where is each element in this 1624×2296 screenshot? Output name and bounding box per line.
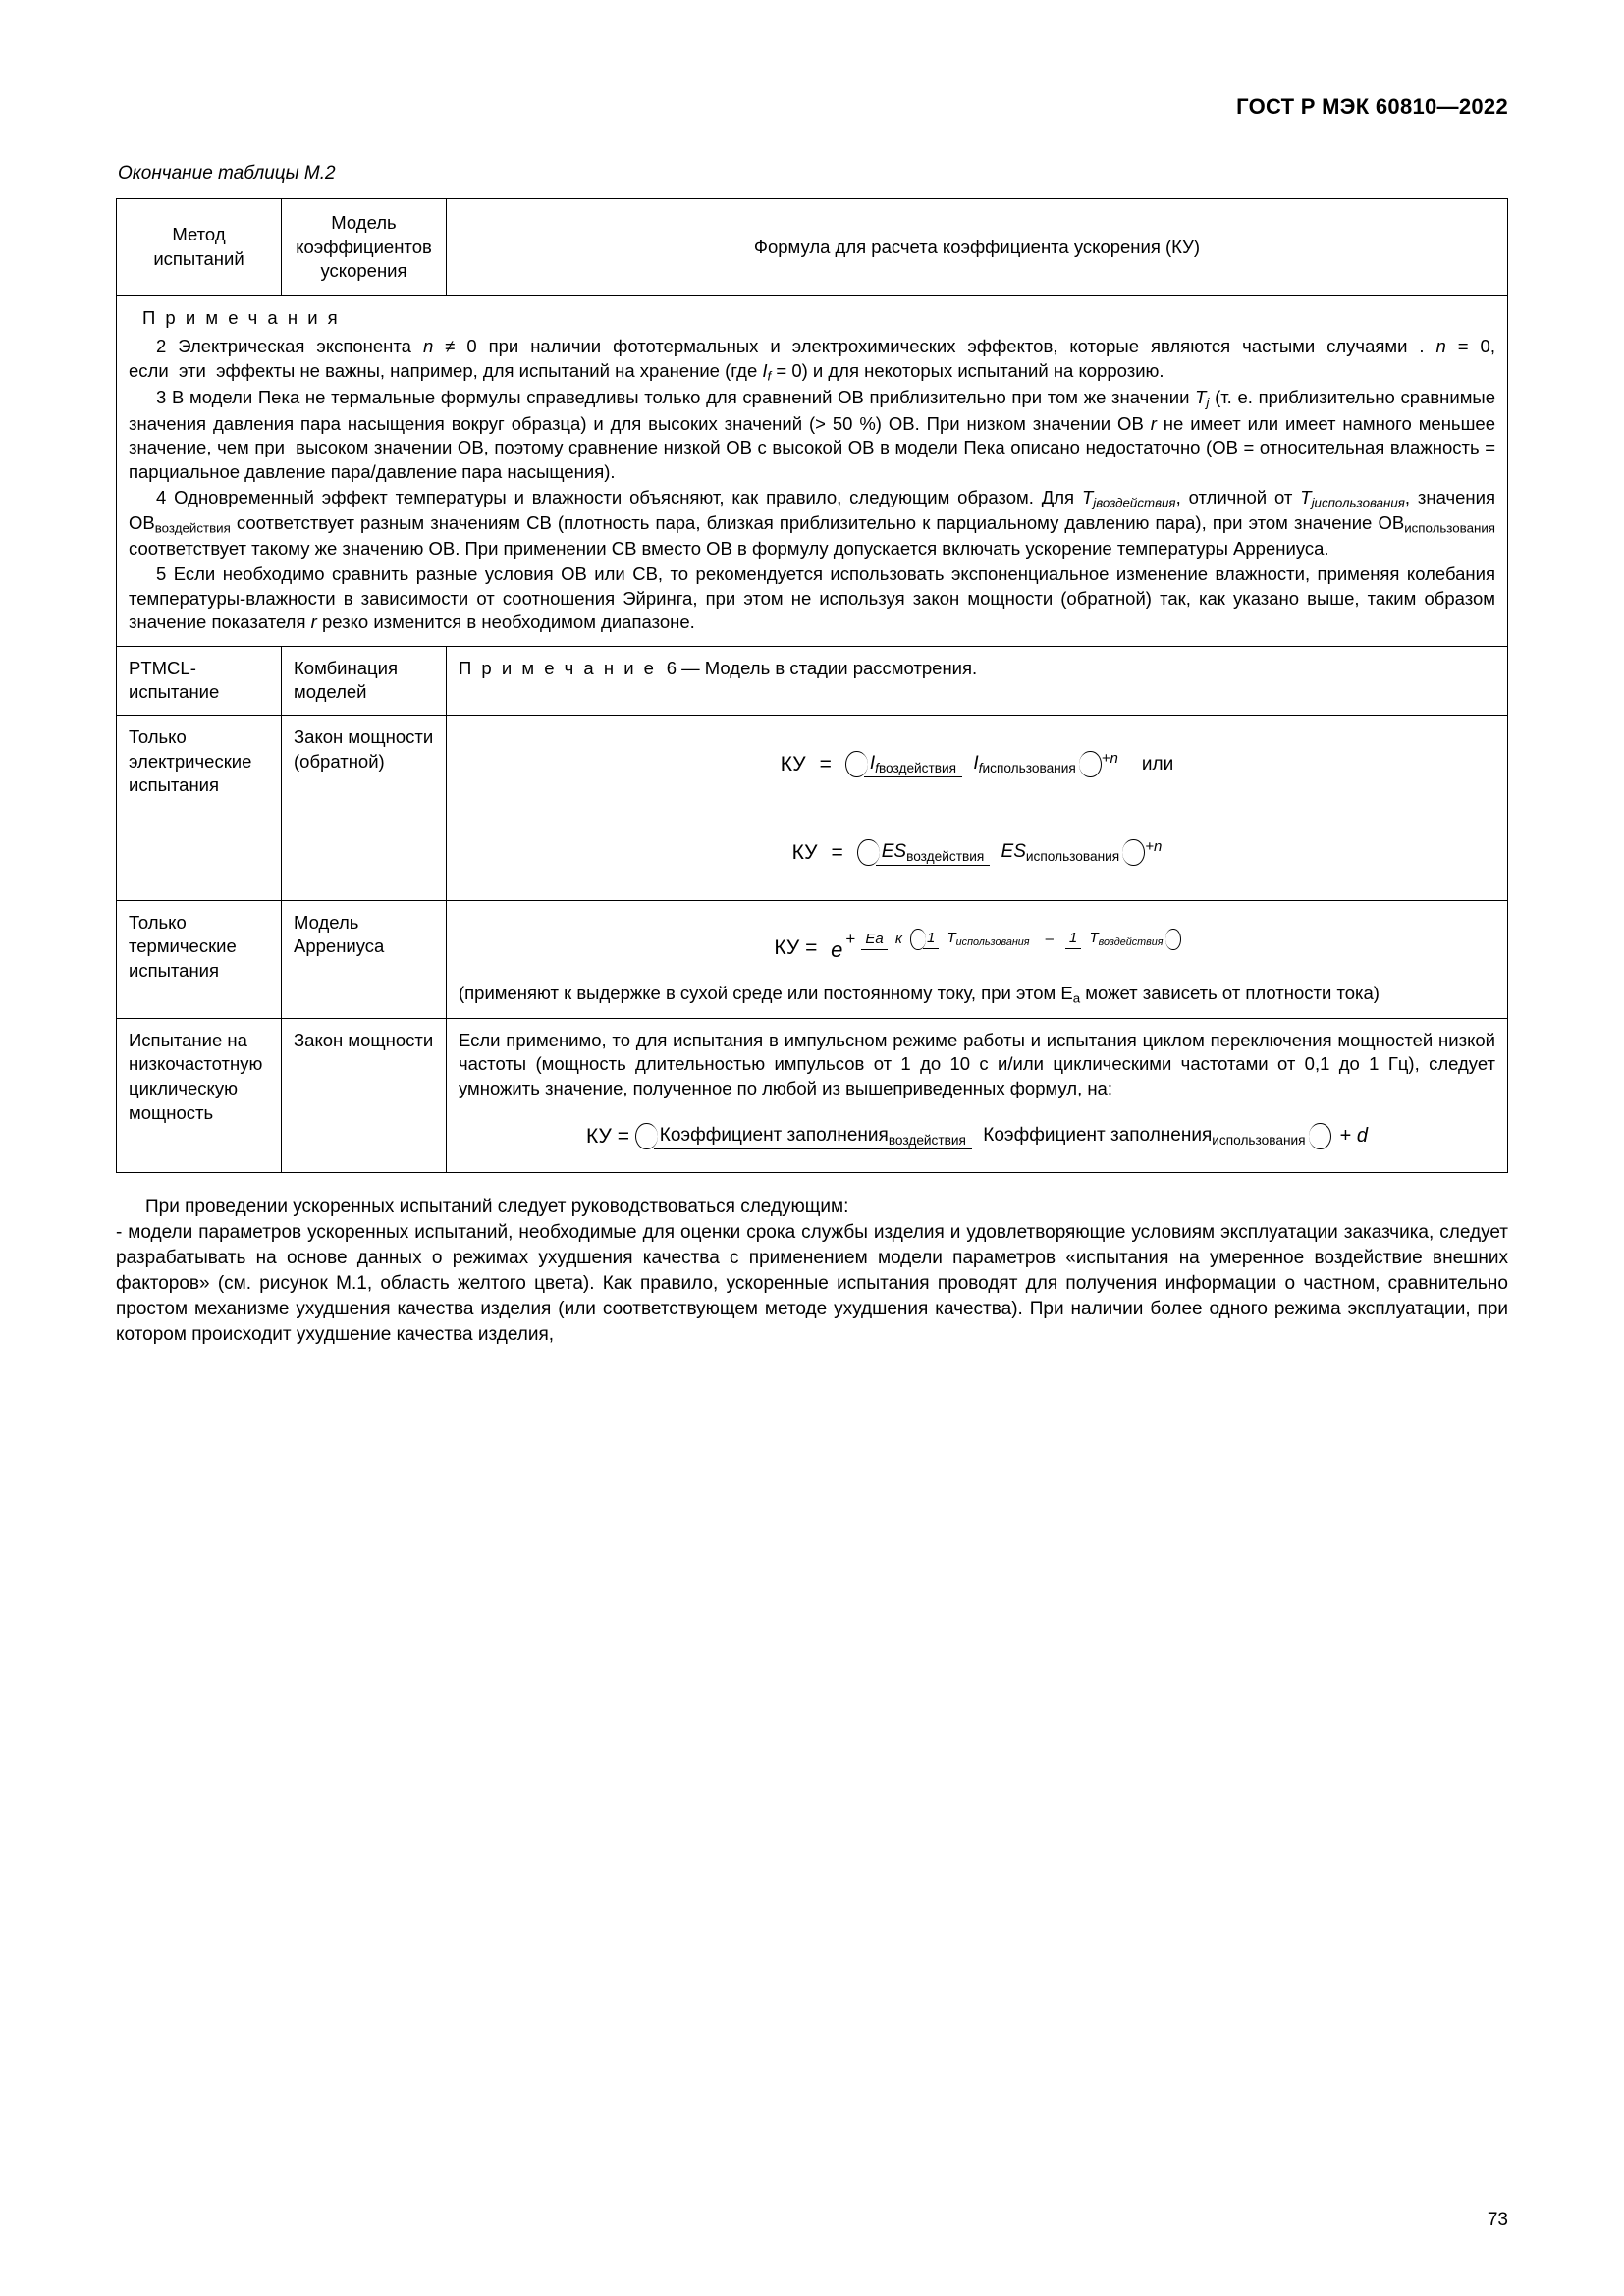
term-use-temperature: 1 $T_{использования}$ (919, 929, 1038, 949)
cell-method-electrical: Только электрические испытания (117, 716, 282, 901)
column-header-model: Модель коэффициентов ускорения (282, 199, 447, 296)
table-header-row (117, 199, 1508, 296)
formula-note-thermal: (применяют к выдержке в сухой среде или постоянному току, при этом $E_a$ может зависеть от плотности тока) (459, 983, 1380, 1007)
cell-model-arrhenius: Модель Аррениуса (282, 900, 447, 1018)
column-header-method: Метод испытаний (117, 199, 282, 296)
table-row (117, 900, 1508, 1018)
cell-formula-thermal (447, 900, 1508, 1018)
column-header-formula: Формула для расчета коэффициента ускорения (КУ) (447, 199, 1508, 296)
formula-numerator: $ES_{воздействия}$ (876, 841, 991, 866)
formula-description-lfcp: Если применимо, то для испытания в импульсном режиме работы и испытания циклом переключения мощностей низкой частоты (мощность длительностью импульсов от 1 до 10 с и/или циклическими частотами от 0,1 до 1 Гц), следует умножить значение, полученное по любой из вышеприведенных формул, на: (459, 1029, 1495, 1099)
note-item-5: 5 Если необходимо сравнить разные условия ОВ или СВ, то рекомендуется использовать экспоненциальное изменение влажности, применяя колебания температуры-влажности в зависимости от соотношения Эйринга, при этом не используя закон мощности (обратной) так, как указано выше, таким образом значение показателя r резко изменится в необходимом диапазоне. (129, 563, 1495, 633)
formula-suffix-plus-d: + d (1339, 1125, 1368, 1148)
right-paren (1171, 929, 1180, 951)
notes-cell (117, 295, 1508, 646)
table-caption: Окончание таблицы М.2 (118, 163, 336, 184)
formula-arrhenius: КУ = e + Ea к 1 $T_{использования}$ – 1 $T_{воздействия}$ (459, 929, 1495, 969)
table-row (117, 716, 1508, 901)
cell-model-power-law-inverse: Закон мощности (обратной) (282, 716, 447, 901)
table-row (117, 1018, 1508, 1172)
cell-model-combination: Комбинация моделей (282, 646, 447, 715)
body-paragraph-2: - модели параметров ускоренных испытаний, необходимые для оценки срока службы изделия и удовлетворяющие условиям эксплуатации заказчика, следует разрабатывать на основе данных о режимах ухудшения качества с применением модели параметров «испытания на умеренное воздействие внешних факторов» (см. рисунок М.1, область желтого цвета). Как правило, ускоренные испытания проводят для получения информации о частном, сравнительно простом механизме ухудшения качества изделия (или соответствующем методе ухудшения качества). При наличии более одного режима эксплуатации, при котором происходит ухудшение качества изделия, (116, 1221, 1508, 1345)
page-header: ГОСТ Р МЭК 60810—2022 (1236, 94, 1508, 119)
formula-denominator: $I_{fиспользования}$ (973, 753, 1076, 776)
table-row (117, 646, 1508, 715)
cell-formula-electrical (447, 716, 1508, 901)
right-paren (1088, 751, 1101, 777)
formula-denominator: Коэффициент заполнения$_{использования}$ (983, 1125, 1306, 1148)
left-paren (635, 1123, 648, 1149)
notes-title: П р и м е ч а н и я (142, 306, 341, 328)
formula-numerator: Коэффициент заполнения$_{воздействия}$ (654, 1125, 972, 1149)
left-paren (845, 751, 858, 777)
left-paren (857, 839, 870, 866)
left-paren (910, 929, 919, 951)
formula-base-e: e (831, 937, 843, 963)
note-item-3: 3 В модели Пека не термальные формулы справедливы только для сравнений ОВ приблизительно при том же значении $T_j$ (т. е. приблизительно сравнимые значения давления пара насыщения вокруг образца) и для высоких значений (> 50 %) ОВ. При низком значении ОВ r не имеет или имеет намного меньшее значение, чем при высоком значении ОВ, поэтому сравнение низкой ОВ с высокой ОВ в модели Пека описано недостаточно (ОВ = относительная влажность = парциальное давление пара/давление пара насыщения). (129, 387, 1496, 482)
right-paren (1131, 839, 1144, 866)
formula-es-power-law: КУ = $ES_{воздействия}$ $ES_{использования}$ +n (459, 839, 1495, 867)
page-number: 73 (1487, 2210, 1508, 2230)
cell-formula-lfcp (447, 1018, 1508, 1172)
formula-suffix-or: или (1141, 754, 1174, 775)
cell-formula-ptmcl: П р и м е ч а н и е 6 — Модель в стадии рассмотрения. (447, 646, 1508, 715)
table-row-notes (117, 295, 1508, 646)
cell-method-lfcp: Испытание на низкочастотную циклическую мощность (117, 1018, 282, 1172)
term-stress-temperature: 1 $T_{воздействия}$ (1061, 929, 1171, 949)
cell-method-ptmcl: PTMCL-испытание (117, 646, 282, 715)
formula-current-power-law: КУ = $I_{fвоздействия}$ $I_{fиспользования}$ +n или (459, 751, 1495, 778)
table-m2-continuation (116, 198, 1508, 1173)
body-text (116, 1195, 1508, 1348)
note-item-2: 2 Электрическая экспонента n ≠ 0 при наличии фототермальных и электрохимических эффектов, которые являются частыми случаями . n = 0, если эти эффекты не важны, например, для испытаний на хранение (где $I_f = 0$) и для некоторых испытаний на коррозию. (129, 336, 1495, 384)
cell-model-power-law: Закон мощности (282, 1018, 447, 1172)
formula-exponent: +n (1145, 838, 1163, 856)
right-paren (1318, 1123, 1330, 1149)
cell-method-thermal: Только термические испытания (117, 900, 282, 1018)
activation-energy-fraction: Ea к (857, 930, 910, 949)
note-item-4: 4 Одновременный эффект температуры и влажности объясняют, как правило, следующим образом. Для $T_{jвоздействия}$, отличной от $T_{jиспользования}$, значения $ОВ_{воздействия}$ соответствует разным значениям СВ (плотность пара, близкая приблизительно к парциальному давлению пара), при этом значение $ОВ_{использования}$ соответствует такому же значению ОВ. При применении СВ вместо ОВ в формулу допускается включать ускорение температуры Аррениуса. (129, 486, 1495, 560)
formula-exponent: +n (1101, 750, 1118, 768)
formula-denominator: $ES_{использования}$ (1001, 841, 1120, 865)
formula-duty-cycle: КУ = Коэффициент заполнения$_{воздействия}$ Коэффициент заполнения$_{использования}$ + d (459, 1123, 1495, 1150)
formula-numerator: $I_{fвоздействия}$ (864, 753, 962, 777)
body-paragraph-1: При проведении ускоренных испытаний следует руководствоваться следующим: (145, 1196, 849, 1217)
